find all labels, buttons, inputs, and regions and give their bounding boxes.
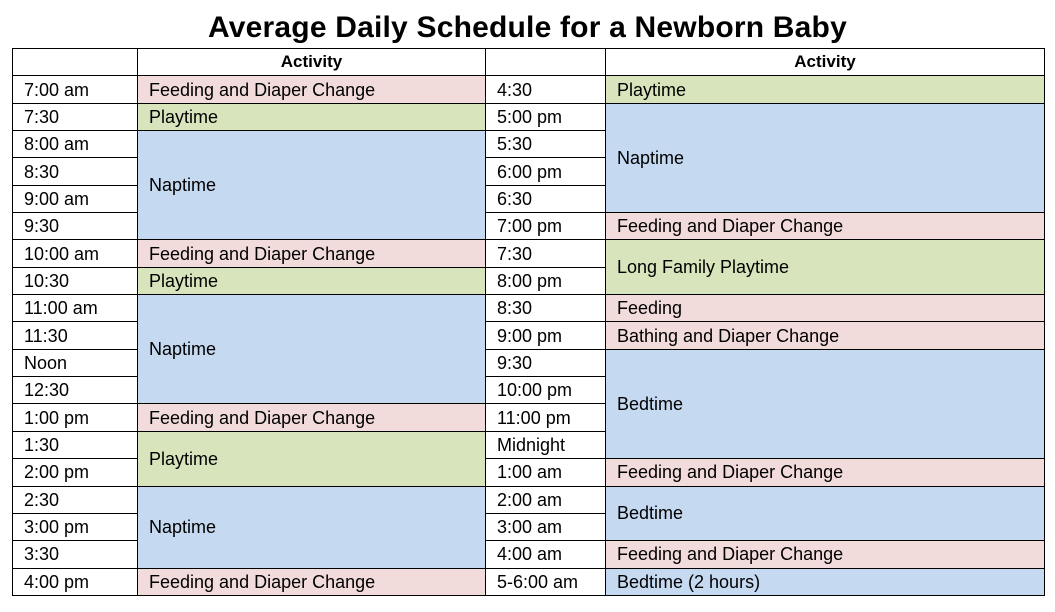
time-cell: Noon [13, 349, 138, 376]
time-cell: Midnight [486, 431, 606, 458]
time-cell: 9:00 am [13, 185, 138, 212]
activity-cell: Playtime [138, 267, 486, 294]
time-cell: 1:00 am [486, 459, 606, 486]
activity-cell: Long Family Playtime [606, 240, 1045, 295]
time-cell: 11:00 am [13, 295, 138, 322]
time-header-left [13, 49, 138, 76]
time-cell: 9:00 pm [486, 322, 606, 349]
time-cell: 8:00 pm [486, 267, 606, 294]
time-cell: 4:00 pm [13, 568, 138, 595]
time-cell: 5:00 pm [486, 103, 606, 130]
activity-cell: Feeding and Diaper Change [138, 76, 486, 103]
activity-header-right: Activity [606, 49, 1045, 76]
time-cell: 8:00 am [13, 131, 138, 158]
activity-cell: Bedtime [606, 349, 1045, 458]
activity-cell: Naptime [138, 131, 486, 240]
time-cell: 2:00 pm [13, 459, 138, 486]
time-cell: 3:30 [13, 541, 138, 568]
time-cell: 7:00 pm [486, 213, 606, 240]
activity-header-left: Activity [138, 49, 486, 76]
activity-cell: Feeding and Diaper Change [138, 404, 486, 431]
table-row [13, 76, 1045, 103]
activity-cell: Naptime [606, 103, 1045, 212]
time-cell: 6:30 [486, 185, 606, 212]
page-title: Average Daily Schedule for a Newborn Baby [208, 11, 847, 44]
activity-cell: Feeding and Diaper Change [606, 213, 1045, 240]
table-row [13, 568, 1045, 595]
time-cell: 1:00 pm [13, 404, 138, 431]
time-header-right [486, 49, 606, 76]
activity-cell: Bedtime [606, 486, 1045, 541]
time-cell: 6:00 pm [486, 158, 606, 185]
time-cell: 7:30 [13, 103, 138, 130]
table-row [13, 240, 1045, 267]
time-cell: 2:00 am [486, 486, 606, 513]
activity-cell: Naptime [138, 486, 486, 568]
time-cell: 5-6:00 am [486, 568, 606, 595]
activity-cell: Playtime [138, 431, 486, 486]
activity-cell: Playtime [606, 76, 1045, 103]
time-cell: 7:30 [486, 240, 606, 267]
activity-cell: Playtime [138, 103, 486, 130]
table-row [13, 486, 1045, 513]
time-cell: 5:30 [486, 131, 606, 158]
table-header-row [13, 49, 1045, 76]
activity-cell: Feeding and Diaper Change [138, 568, 486, 595]
time-cell: 8:30 [13, 158, 138, 185]
table-row [13, 103, 1045, 130]
activity-cell: Bedtime (2 hours) [606, 568, 1045, 595]
time-cell: 8:30 [486, 295, 606, 322]
time-cell: 9:30 [13, 213, 138, 240]
time-cell: 10:00 am [13, 240, 138, 267]
activity-cell: Feeding [606, 295, 1045, 322]
time-cell: 3:00 pm [13, 513, 138, 540]
activity-cell: Naptime [138, 295, 486, 404]
time-cell: 12:30 [13, 377, 138, 404]
activity-cell: Feeding and Diaper Change [138, 240, 486, 267]
time-cell: 11:30 [13, 322, 138, 349]
time-cell: 2:30 [13, 486, 138, 513]
time-cell: 7:00 am [13, 76, 138, 103]
time-cell: 10:30 [13, 267, 138, 294]
time-cell: 11:00 pm [486, 404, 606, 431]
activity-cell: Feeding and Diaper Change [606, 459, 1045, 486]
activity-cell: Bathing and Diaper Change [606, 322, 1045, 349]
time-cell: 4:00 am [486, 541, 606, 568]
time-cell: 4:30 [486, 76, 606, 103]
time-cell: 1:30 [13, 431, 138, 458]
activity-cell: Feeding and Diaper Change [606, 541, 1045, 568]
schedule-table [12, 48, 1045, 596]
time-cell: 10:00 pm [486, 377, 606, 404]
table-row [13, 295, 1045, 322]
time-cell: 3:00 am [486, 513, 606, 540]
time-cell: 9:30 [486, 349, 606, 376]
